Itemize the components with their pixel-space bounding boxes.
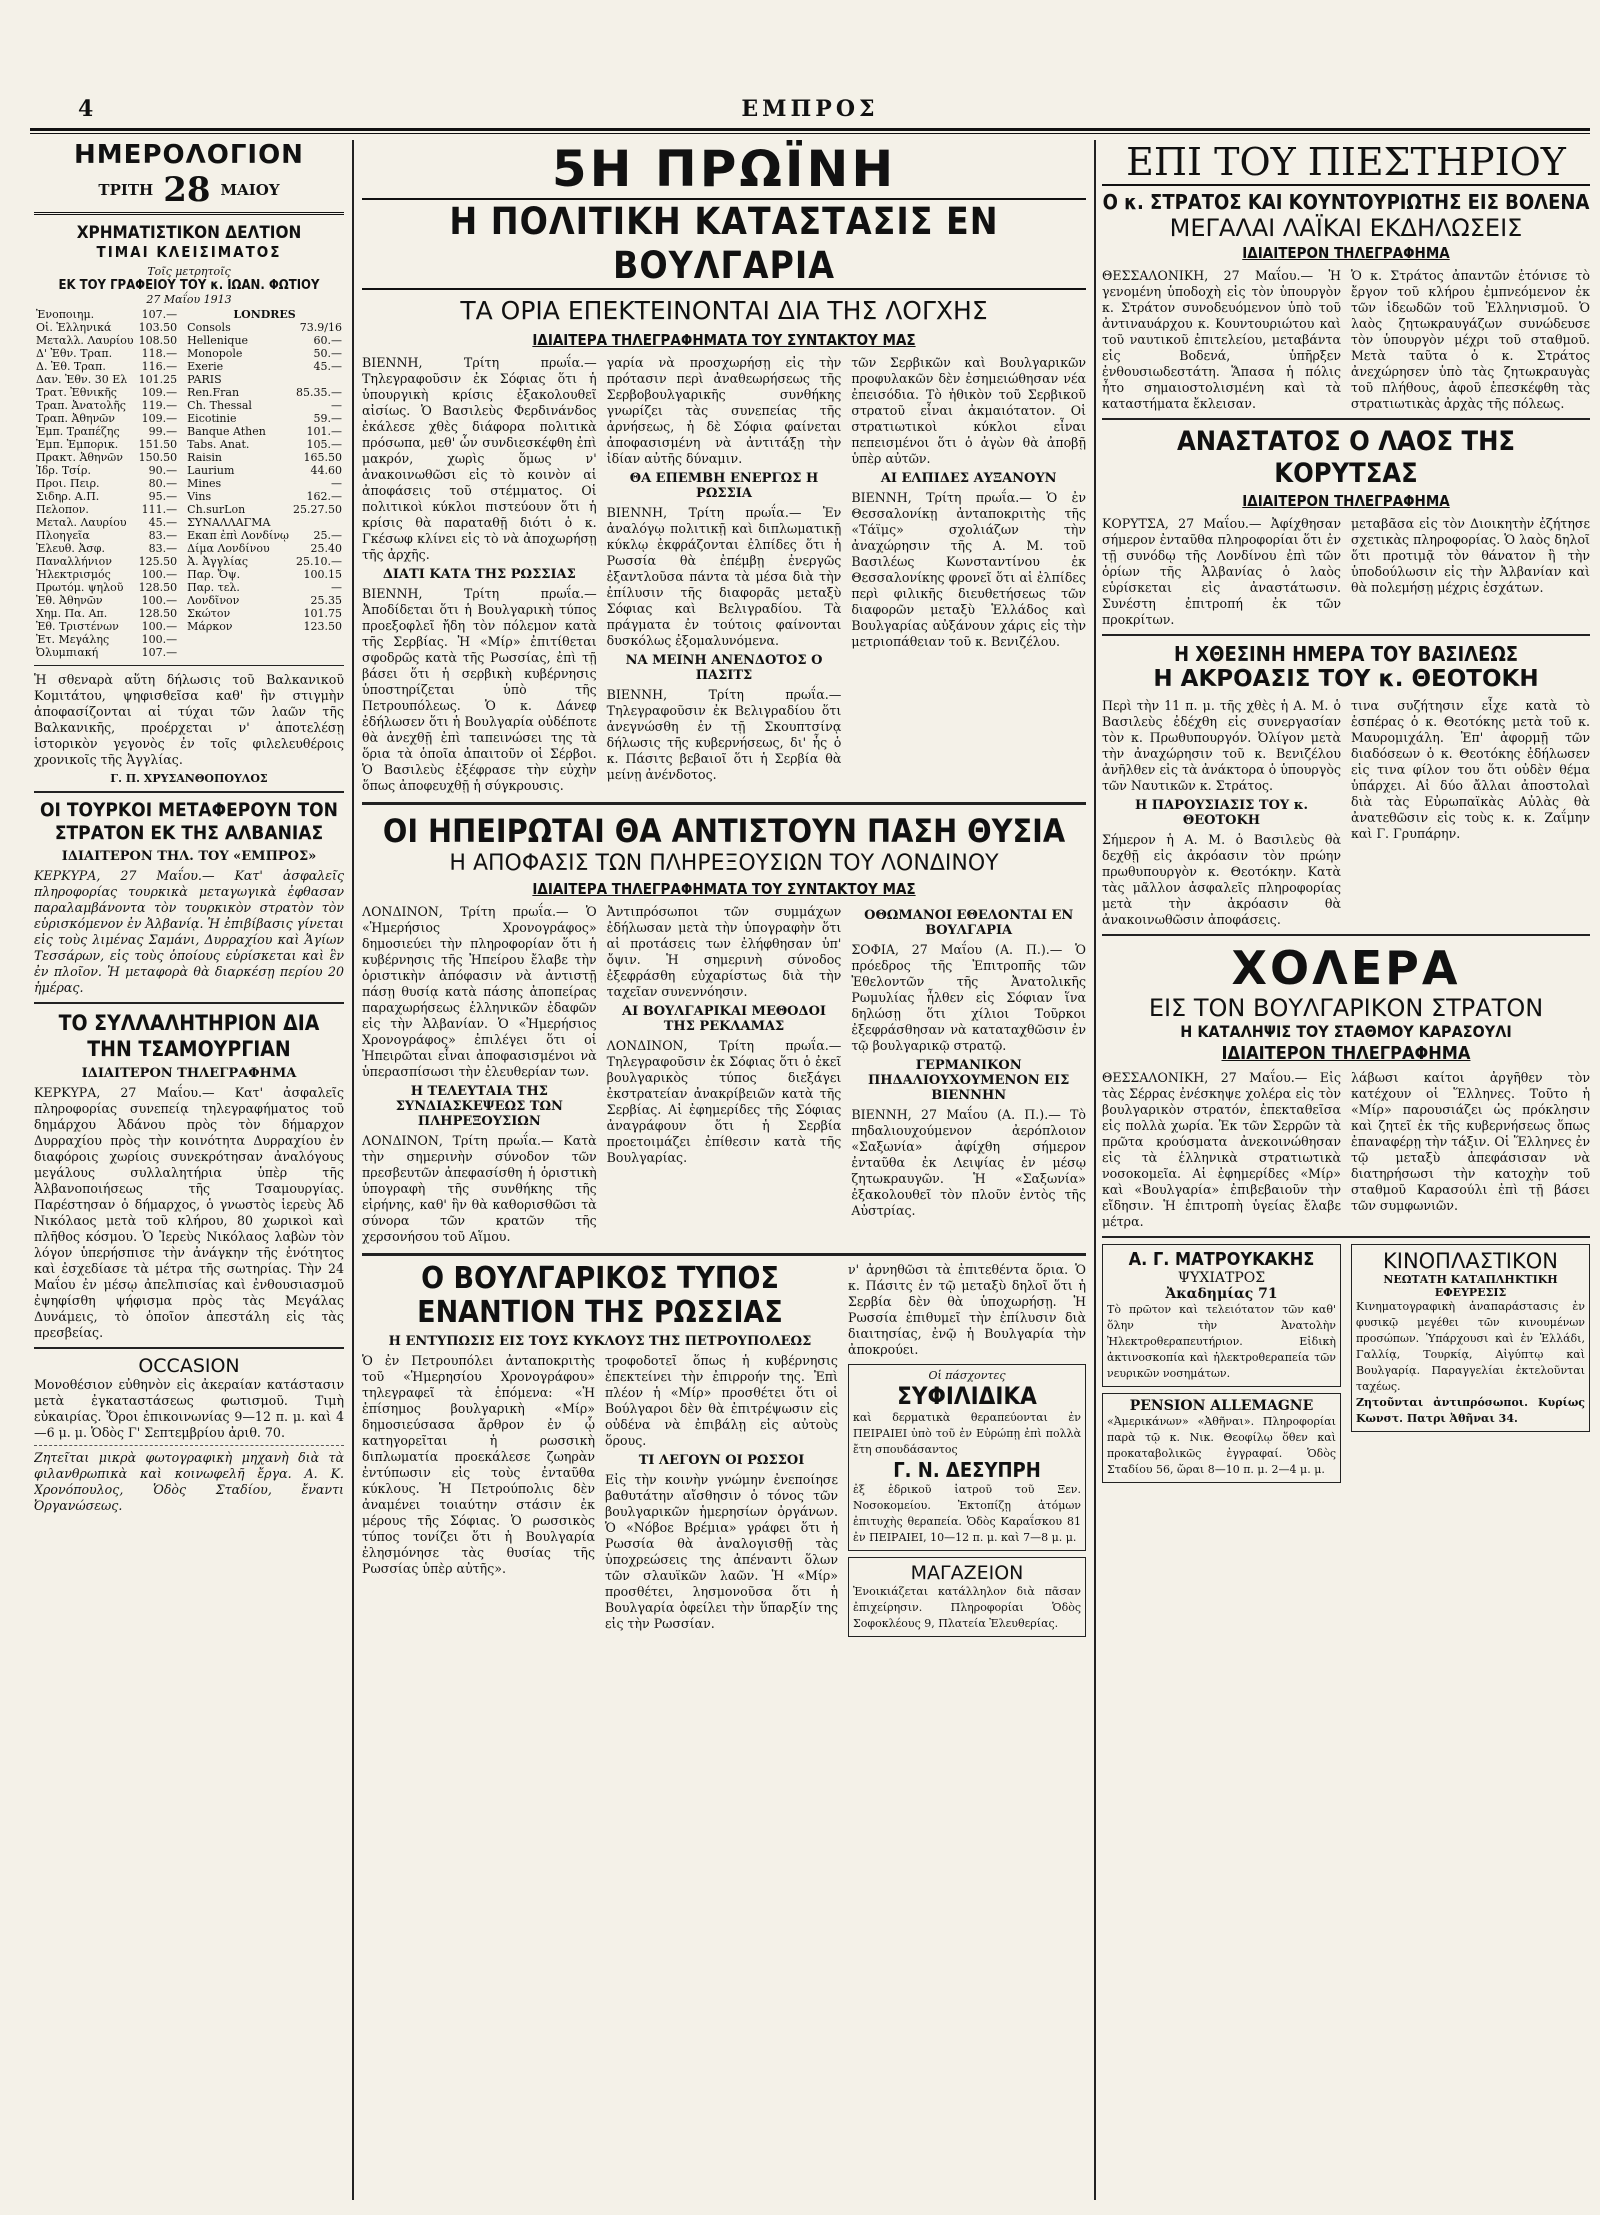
exchange-name: Ἐμπ. Τραπέζης (36, 425, 120, 438)
exchange-row (185, 620, 344, 633)
exchange-value: 103.50 (138, 321, 178, 334)
volena-col-2 (1351, 268, 1590, 412)
exchange-name: Πρωτόμ. ψηλοῦ (36, 581, 124, 594)
exchange-row (34, 633, 179, 646)
exchange-name: Εκαπ ἐπὶ Λονδίνῳ (187, 529, 290, 542)
exchange-value: 108.50 (138, 334, 178, 347)
exchange-row (185, 607, 344, 620)
conference-text: ΛΟΝΔΙΝΟΝ, Τρίτη πρωΐα.— Κατὰ τὴν σημερινὴν σύνοδον τῶν πρεσβευτῶν ἀπεφασίσθη ἡ ὁριστικὴ ὑπογραφὴ τῆς συνθήκης τῆς εἰρήνης, καθ' ἣν θὰ καθορισθῶσι τὰ σύνορα τῶν κρατῶν τῆς χερσονήσου τοῦ Αἵμου. (362, 1133, 597, 1244)
cholera-headline: ΧΟΛΕΡΑ (1231, 941, 1461, 995)
volena-col-1 (1102, 268, 1341, 412)
exchange-table-foreign (185, 321, 344, 633)
exchange-name: Σκώτον (187, 607, 231, 620)
exchange-name: Πρακτ. Ἀθηνῶν (36, 451, 123, 464)
volena-dispatch-label: ΙΔΙΑΙΤΕΡΟΝ ΤΗΛΕΓΡΑΦΗΜΑ (1242, 244, 1450, 262)
exchange-row (34, 451, 179, 464)
exchange-value: 100.— (141, 633, 178, 646)
bulgaria-col-1-text: ΒΙΕΝΝΗ, Τρίτη πρωΐα.— Τηλεγραφοῦσιν ἐκ Σόφιας ὅτι ἡ ὑπουργικὴ κρίσις ἐξακολουθεῖ αἰσίως. Ὁ Βασιλεὺς Φερδινάνδος ἐκάλεσε χθὲς διάφορα πολιτικὰ πρόσωπα, μεθ' ὧν συνδιεσκέφθη ἐπὶ μακρόν, χωρὶς ὅμως ν' ἀνακοινωθῶσι εἰς τὸ κοινὸν αἱ ἀποφάσεις τοῦ στέμματος. Οἱ πολιτικοὶ κύκλοι πιστεύουν ὅτι ἡ κρίσις θὰ παραταθῇ διότι ὁ κ. Γκέσωφ κλίνει εἰς τὸ νὰ ἀποχωρήσῃ τῆς ἀρχῆς. (362, 355, 597, 562)
exchange-value: 116.— (141, 360, 178, 373)
exchange-name: Ren.Fran (187, 386, 240, 399)
exchange-value: 83.— (148, 529, 178, 542)
calendar-title: ΗΜΕΡΟΛΟΓΙΟΝ (74, 140, 304, 170)
exchange-name: Vins (187, 490, 212, 503)
exchange-value (291, 373, 344, 386)
exchange-row (34, 607, 179, 620)
exchange-name: Μάρκον (187, 620, 233, 633)
tsamouria-headline: ΤΟ ΣΥΛΛΑΛΗΤΗΡΙΟΝ ΔΙΑ ΤΗΝ ΤΣΑΜΟΥΡΓΙΑΝ (58, 1011, 320, 1061)
exchange-name: Λονδῖνον (187, 594, 240, 607)
cinema-subtitle: ΝΕΩΤΑΤΗ ΚΑΤΑΠΛΗΚΤΙΚΗ ΕΦΕΥΡΕΣΙΣ (1383, 1273, 1558, 1299)
exchange-row (34, 386, 179, 399)
exchange-value: 95.— (148, 490, 178, 503)
column-divider (1094, 140, 1096, 2200)
exchange-name: Ἐνοποιημ. (36, 308, 95, 321)
exchange-row (185, 542, 344, 555)
newspaper-name: ΕΜΠΡΟΣ (741, 96, 879, 122)
note-text: Ἡ σθεναρὰ αὕτη δήλωσις τοῦ Βαλκανικοῦ Κομιτάτου, ψηφισθεῖσα καθ' ἣν στιγμὴν ἀποφασίζονται αἱ τύχαι τῶν λαῶν τῆς Βαλκανικῆς, προέρχεται ν' ἀποτελέσῃ ἱστορικὸν γεγονὸς ἐν τοῖς φιλελευθέροις χρονικοῖς τῆς Ἀγγλίας. (34, 672, 344, 767)
exchange-name: Ch.surLon (187, 503, 246, 516)
center-column (362, 140, 1086, 1637)
exchange-row (34, 399, 179, 412)
exchange-row (185, 412, 344, 425)
epirus-col-3 (851, 904, 1086, 1245)
king-col-2 (1351, 698, 1590, 928)
exchange-value: 128.50 (138, 581, 178, 594)
king-col-1-text: Περὶ τὴν 11 π. μ. τῆς χθὲς ἡ Α. Μ. ὁ Βασιλεὺς ἐδέχθη εἰς συνεργασίαν τὸν κ. Πρωθυπουργόν. Ὀλίγον μετὰ τὴν ἀναχώρησιν τοῦ κ. Βενιζέλου ἀνῆλθεν εἰς τὰ ἀνάκτορα ὁ ὑπουργὸς τῶν Ναυτικῶν κ. Στράτος. (1102, 698, 1341, 793)
exchange-value: 45.— (148, 516, 178, 529)
page-number: 4 (78, 96, 94, 122)
exchange-value (291, 516, 344, 529)
exchange-row (34, 529, 179, 542)
lower-center (362, 1262, 1086, 1637)
exchange-row (185, 451, 344, 464)
volena-headline: Ο κ. ΣΤΡΑΤΟΣ ΚΑΙ ΚΟΥΝΤΟΥΡΙΩΤΗΣ ΕΙΣ ΒΟΛΕΝΑ (1102, 190, 1590, 214)
exchange-value: 111.— (141, 503, 178, 516)
exchange-name: Raisin (187, 451, 223, 464)
theotokis-subhead: Η ΠΑΡΟΥΣΙΑΣΙΣ ΤΟΥ κ. ΘΕΟΤΟΚΗ (1135, 798, 1308, 828)
ottoman-subhead: ΟΘΩΜΑΝΟΙ ΕΘΕΛΟΝΤΑΙ ΕΝ ΒΟΥΛΓΑΡΙΑ (864, 908, 1074, 938)
exchange-row (34, 477, 179, 490)
king-columns (1102, 698, 1590, 928)
advertising-subhead: ΑΙ ΒΟΥΛΓΑΡΙΚΑΙ ΜΕΘΟΔΟΙ ΤΗΣ ΡΕΚΛΑΜΑΣ (622, 1004, 826, 1034)
exchange-value: — (331, 581, 342, 594)
bulgaria-col-3 (851, 355, 1086, 794)
exchange-value: 25.40 (310, 542, 342, 555)
exchange-value: 85.35.— (296, 386, 342, 399)
exchange-title: ΧΡΗΜΑΤΙΣΤΙΚΟΝ ΔΕΛΤΙΟΝ (76, 223, 302, 243)
exchange-name: Τραπ. Ἀνατολῆς (36, 399, 126, 412)
exchange-row (185, 360, 344, 373)
russia-intervene-text: ΒΙΕΝΝΗ, Τρίτη πρωΐα.— Ἐν ἀναλόγῳ πολιτικῇ καὶ διπλωματικῇ κύκλῳ ἐκφράζονται ἐλπίδες ὅτι ἡ Ρωσσία θὰ ἐπέμβῃ ἐνεργῶς ἐξαντλοῦσα πάντα τὰ μέσα διὰ τὴν ἐπίλυσιν τῆς διαφορᾶς μεταξὺ Σόφιας καὶ Βελιγραδίου. Τὰ πράγματα ἐν τούτοις φαίνονται δυσκόλως ἐξομαλυνόμενα. (606, 505, 842, 648)
press-col-2 (605, 1353, 838, 1632)
turks-subtitle: ΙΔΙΑΙΤΕΡΟΝ ΤΗΛ. ΤΟΥ «ΕΜΠΡΟΣ» (61, 849, 317, 864)
exchange-name: Μεταλλ. Λαυρίου (36, 334, 134, 347)
cholera-columns (1102, 1070, 1590, 1230)
wanted-text: Ζητεῖται μικρὰ φωτογραφικὴ μηχανὴ διὰ τὰ φιλανθρωπικὰ καὶ κοινωφελῆ ἔργα. Α. Κ. Χρονόπουλος, Ὁδὸς Σταδίου, ἔναντι Ὀργανώσεως. (34, 1450, 344, 1513)
exchange-name: Δ. Ἐθ. Τραπ. (36, 360, 106, 373)
epirus-dispatch-label: ΙΔΙΑΙΤΕΡΑ ΤΗΛΕΓΡΑΦΗΜΑΤΑ ΤΟΥ ΣΥΝΤΑΚΤΟΥ ΜΑΣ (532, 880, 916, 898)
exchange-value: 101.25 (138, 373, 178, 386)
exchange-value: 151.50 (138, 438, 178, 451)
syphilis-ad-doctor: Γ. Ν. ΔΕΣΥΠΡΗ (893, 1458, 1041, 1482)
exchange-name: Ἰδρ. Τσίρ. (36, 464, 91, 477)
right-ads-col-1 (1102, 1244, 1341, 1483)
exchange-tables (34, 308, 344, 659)
calendar-month: ΜΑΙΟΥ (220, 181, 280, 199)
airship-text: ΒΙΕΝΝΗ, 27 Μαΐου (Α. Π.).— Τὸ πηδαλιουχούμενον ἀερόπλοιον «Σαξωνία» ἀφίχθη σήμερον ἐνταῦθα ἐκ Λειψίας ἐν μέσῳ ζητωκραυγῶν. Ἡ «Σαξωνία» ἐξακολουθεῖ τὸν πλοῦν ἐντὸς τῆς Αὐστρίας. (851, 1107, 1086, 1218)
exchange-name: Ἐθ. Ἀθηνῶν (36, 594, 103, 607)
occasion-title: OCCASION (138, 1355, 240, 1377)
exchange-row (185, 490, 344, 503)
exchange-value: 60.— (313, 334, 342, 347)
psychiatrist-name: Α. Γ. ΜΑΤΡΟΥΚΑΚΗΣ (1128, 1249, 1315, 1270)
exchange-value: 100.— (141, 620, 178, 633)
exchange-row (34, 464, 179, 477)
exchange-row (185, 386, 344, 399)
exchange-row (34, 373, 179, 386)
exchange-value: — (331, 399, 342, 412)
exchange-value: 125.50 (138, 555, 178, 568)
exchange-value: 59.— (313, 412, 342, 425)
exchange-row (34, 438, 179, 451)
cholera-col-1-text: ΘΕΣΣΑΛΟΝΙΚΗ, 27 Μαΐου.— Εἰς τὰς Σέρρας ἐνέσκηψε χολέρα εἰς τὸν βουλγαρικὸν στρατόν, ἐπεκταθεῖσα εἰς πολλὰ χωρία. Ἐκ τῶν Σερρῶν τὰ πρῶτα κρούσματα ἀνεκοινώθησαν εἰς τὰ ἑλληνικὰ στρατιωτικὰ νοσοκομεῖα. Αἱ ἐφημερίδες «Μίρ» καὶ «Βουλγαρία» ἐπιβεβαιοῦν τὴν εἴδησιν. Ἡ ἐπιτροπὴ ὑγείας ἔλαβε μέτρα. (1102, 1070, 1341, 1229)
exchange-value: 100.— (141, 568, 178, 581)
press-col-2-text: τροφοδοτεῖ ὅπως ἡ κυβέρνησις ἐπεκτείνει τὴν ἐπιρροήν της. Ἐπὶ πλέον ἡ «Μίρ» προσθέτει ὅτι οἱ Βούλγαροι δὲν θὰ ἐπιτρέψωσιν εἰς οὐδένα νὰ ἐπιβάλῃ εἰς αὐτοὺς ὅρους. (605, 1353, 838, 1448)
exchange-row (34, 412, 179, 425)
calendar-day: 28 (163, 170, 211, 210)
press-title: ΕΠΙ ΤΟΥ ΠΙΕΣΤΗΡΙΟΥ (1102, 140, 1590, 186)
epirus-col-2 (607, 904, 842, 1245)
exchange-value: 50.— (313, 347, 342, 360)
syphilis-ad-text: καὶ δερματικὰ θεραπεύονται ἐν ΠΕΙΡΑΙΕΙ ὑπὸ τοῦ ἐν Εὐρώπῃ ἐπὶ πολλὰ ἔτη σπουδάσαντος (853, 1411, 1081, 1456)
turks-headline: ΟΙ ΤΟΥΡΚΟΙ ΜΕΤΑΦΕΡΟΥΝ ΤΟΝ ΣΤΡΑΤΟΝ ΕΚ ΤΗΣ ΑΛΒΑΝΙΑΣ (40, 799, 338, 844)
exchange-value: 83.— (148, 542, 178, 555)
exchange-value: 105.— (306, 438, 342, 451)
cinema-title: ΚΙΝΟΠΛΑΣΤΙΚΟΝ (1382, 1249, 1559, 1273)
press-col-3-text: ν' ἀρνηθῶσι τὰ ἐπιτεθέντα ὅρια. Ὁ κ. Πάσιτς ἐν τῷ μεταξὺ δηλοῖ ὅτι ἡ Σερβία δὲν θὰ ὑποχωρήσῃ. Ἡ Ρωσσία ἐπιθυμεῖ τὴν ἐπίλυσιν διὰ διαιτησίας, ἐνῷ ἡ Βουλγαρία τὴν ἀποκρούει. (848, 1262, 1086, 1357)
exchange-row (34, 620, 179, 633)
exchange-row (185, 516, 344, 529)
exchange-name: Δίμα Λονδίνου (187, 542, 270, 555)
exchange-row (34, 334, 179, 347)
main-subheadline: ΤΑ ΟΡΙΑ ΕΠΕΚΤΕΙΝΟΝΤΑΙ ΔΙΑ ΤΗΣ ΛΟΓΧΗΣ (460, 296, 988, 325)
exchange-date: 27 Μαΐου 1913 (146, 293, 232, 306)
russians-text: Εἰς τὴν κοινὴν γνώμην ἐνεποίησε βαθυτάτην αἴσθησιν ὁ τόνος τῶν βουλγαρικῶν ἡμερησίων ὀργάνων. Ὁ «Νόβοε Βρέμια» γράφει ὅτι ἡ Ρωσσία θὰ ἀναλογισθῇ τὰς ὑποχρεώσεις της ἀπέναντι ὅλων τῶν σλαυϊκῶν λαῶν. Ἡ «Μίρ» προσθέτει, λησμονοῦσα ὅτι ἡ Βουλγαρία ὀφείλει τὴν ὕπαρξίν της εἰς τὴν Ρωσσίαν. (605, 1472, 838, 1631)
exchange-name: Hellenique (187, 334, 249, 347)
advertising-text: ΛΟΝΔΙΝΟΝ, Τρίτη πρωΐα.— Τηλεγραφοῦσιν ἐκ Σόφιας ὅτι ὁ ἐκεῖ βουλγαρικὸς τύπος διεξάγει ἐκστρατείαν ἀνακρίβειῶν κατὰ τῆς Σερβίας. Αἱ ἐφημερίδες τῆς Σόφιας ἀναγράφουν ὅτι ἡ Σερβία προετοιμάζει ἐπίθεσιν κατὰ τῆς Βουλγαρίας. (606, 1038, 842, 1165)
exchange-name: Ὀλυμπιακή (36, 646, 99, 659)
exchange-name: Mines (187, 477, 222, 490)
edition-title: 5Η ΠΡΩΪΝΗ (551, 140, 897, 198)
exchange-name: Ἀ. Ἀγγλίας (187, 555, 249, 568)
exchange-value: 45.— (313, 360, 342, 373)
koritsa-col-2 (1351, 516, 1590, 628)
exchange-row (34, 360, 179, 373)
exchange-subtitle: ΤΙΜΑΙ ΚΛΕΙΣΙΜΑΤΟΣ (96, 243, 282, 261)
exchange-name: Consols (187, 321, 231, 334)
hopes-subhead: ΑΙ ΕΛΠΙΔΕΣ ΑΥΞΑΝΟΥΝ (880, 471, 1057, 486)
exchange-row (34, 646, 179, 659)
epirus-headline: ΟΙ ΗΠΕΙΡΩΤΑΙ ΘΑ ΑΝΤΙΣΤΟΥΝ ΠΑΣΗ ΘΥΣΙΑ (382, 812, 1066, 850)
cholera-sub-2: Η ΚΑΤΑΛΗΨΙΣ ΤΟΥ ΣΤΑΘΜΟΥ ΚΑΡΑΣΟΥΛΙ (1180, 1022, 1512, 1041)
king-col-2-text: τινα συζήτησιν εἶχε κατὰ τὸ ἑσπέρας ὁ κ. Θεοτόκης μετὰ τοῦ κ. Μαυρομιχάλη. Ἐπ' ἀφορμῇ τῶν διαδόσεων ὁ κ. Θεοτόκης ἐδήλωσεν εἰς τινα φίλον του ὅτι οὐδὲν θέμα ὑπάρχει. Αἱ δύο ἄλλαι ἀποστολαὶ διὰ τὰς Εὐρωπαϊκὰς Αὐλὰς θὰ ἀνατεθῶσιν εἰς τοὺς κ. κ. Ζαΐμην καὶ Γ. Γρυπάρην. (1351, 698, 1590, 841)
exchange-value: 100.15 (303, 568, 342, 581)
exchange-table-athens (34, 308, 179, 659)
exchange-value: 25.27.50 (293, 503, 342, 516)
cinema-ad (1351, 1244, 1590, 1432)
king-headline: Η ΧΘΕΣΙΝΗ ΗΜΕΡΑ ΤΟΥ ΒΑΣΙΛΕΩΣ (1173, 642, 1519, 666)
bulgaria-col-3-text: τῶν Σερβικῶν καὶ Βουλγαρικῶν προφυλακῶν δὲν ἐσημειώθησαν νέα ἐπεισόδια. Τὸ ἠθικὸν τοῦ Σερβικοῦ στρατοῦ εἶναι ἀκμαιότατον. Οἱ στρατιωτικοὶ κύκλοι εἶναι πεπεισμένοι ὅτι ὁ ἀγὼν θὰ ἀποβῇ ὑπὲρ αὐτῶν. (851, 355, 1086, 466)
exchange-row (34, 581, 179, 594)
exchange-row (185, 399, 344, 412)
syphilis-ad-address: ἐξ ἑδρικοῦ ἰατροῦ τοῦ Ξεν. Νοσοκομείου. Ἐκτοπίζῃ ἀτόμων ἐπιτυχὴς θεραπεία. Ὁδὸς Καραΐσκου 81 ἐν ΠΕΙΡΑΙΕΙ, 10—12 π. μ. καὶ 7—8 μ. μ. (853, 1483, 1081, 1544)
exchange-name: Τραπ. Ἀθηνῶν (36, 412, 115, 425)
exchange-name: Οἰ. Ἑλληνικά (36, 321, 112, 334)
tsamouria-subtitle: ΙΔΙΑΙΤΕΡΟΝ ΤΗΛΕΓΡΑΦΗΜΑ (81, 1066, 297, 1081)
exchange-value: 101.75 (303, 607, 342, 620)
note-signature: Γ. Π. ΧΡΥΣΑΝΘΟΠΟΥΛΟΣ (110, 772, 268, 785)
exchange-name: Παρ. τελ. (187, 581, 240, 594)
right-ads (1102, 1244, 1590, 1483)
exchange-value: 80.— (148, 477, 178, 490)
exchange-name: ΣΥΝΑΛΛΑΓΜΑ (187, 516, 271, 529)
cinema-text: Κινηματογραφικὴ ἀναπαράστασις ἐν φυσικῷ μεγέθει τῶν κινουμένων προσώπων. Ὑπάρχουσι καὶ ἐν Ἑλλάδι, Γαλλίᾳ, Τουρκίᾳ, Αἰγύπτῳ καὶ Βουλγαρίᾳ. Παραγγελίαι ἐκτελοῦνται ταχέως. (1356, 1300, 1585, 1393)
exchange-row (185, 334, 344, 347)
exchange-value: 109.— (141, 412, 178, 425)
exchange-row (34, 542, 179, 555)
exchange-row (34, 308, 179, 321)
exchange-row (185, 581, 344, 594)
exchange-row (34, 490, 179, 503)
russians-subhead: ΤΙ ΛΕΓΟΥΝ ΟΙ ΡΩΣΣΟΙ (638, 1453, 805, 1468)
exchange-name: Παναλλήνιον (36, 555, 112, 568)
volena-col-1-text: ΘΕΣΣΑΛΟΝΙΚΗ, 27 Μαΐου.— Ἡ γενομένη ὑποδοχὴ εἰς τὸν ὑπουργὸν κ. Στράτον συνοδευόμενον ὑπὸ τοῦ ἀντιναυάρχου κ. Κουντουριώτου καὶ τοῦ ναυτικοῦ ἐπιτελείου, μεταβάντα εἰς Βοδενά, ὑπῆρξεν ἐνθουσιωδεστάτη. Ἅπασα ἡ πόλις ἦτο σημαιοστολισμένη καὶ τὰ καταστήματα ἔκλεισαν. (1102, 268, 1341, 411)
pasic-subhead: ΝΑ ΜΕΙΝΗ ΑΝΕΝΔΟΤΟΣ Ο ΠΑΣΙΤΣ (625, 653, 823, 683)
exchange-value: 162.— (306, 490, 342, 503)
koritsa-columns (1102, 516, 1590, 628)
exchange-name: Banque Athen (187, 425, 266, 438)
theotokis-text: Σήμερον ἡ Α. Μ. ὁ Βασιλεὺς θὰ δεχθῇ εἰς ἀκρόασιν τὸν πρώην πρωθυπουργὸν κ. Θεοτόκην. Κατὰ τὰς μᾶλλον ἀσφαλεῖς πληροφορίας μετὰ τὴν ἀκρόασιν θὰ ἀνακοινωθῶσιν ἀποφάσεις. (1102, 832, 1341, 927)
masthead-rule-thin (30, 133, 1590, 134)
exchange-value: 109.— (141, 386, 178, 399)
ottoman-text: ΣΟΦΙΑ, 27 Μαΐου (Α. Π.).— Ὁ πρόεδρος τῆς Ἐπιτροπῆς τῶν Ἐθελοντῶν τῆς Ἀνατολικῆς Ρωμυλίας ἦλθεν εἰς Σόφιαν ἵνα δηλώσῃ ὅτι χίλιοι Τοῦρκοι ἐξεφράσθησαν νὰ καταταχθῶσιν ἐν τῷ βουλγαρικῷ στρατῷ. (851, 942, 1086, 1053)
epirus-articles (362, 904, 1086, 1245)
exchange-row (185, 568, 344, 581)
cholera-col-1 (1102, 1070, 1341, 1230)
tsamouria-text: ΚΕΡΚΥΡΑ, 27 Μαΐου.— Κατ' ἀσφαλεῖς πληροφορίας συνεπείᾳ τηλεγραφήματος τοῦ δημάρχου Ἀδάνου πρὸς τὸν δήμαρχον Δυρραχίου πρὸς τὴν κοινότητα Δυρραχίου ἐν διαφόροις χωρίοις συνεκρότησαν ἀναλόγους μεγάλους συλλαλητήρια ὑπὲρ τῆς Ἀλβανοποιήσεως τῆς Τσαμουργίας. Παρέστησαν ὁ δήμαρχος, ὁ γνωστὸς ἱερεὺς Ἀδ Νικόλαος μετὰ τοῦ κλήρου, 80 χωρικοὶ καὶ πλῆθος κόσμου. Ὁ Ἰερεὺς Νικόλαος λαβὼν τὸν λόγον ὑπερήσπισε τὴν ἀνάγκην τῆς ἑνότητος καὶ ἐσχεδίασε τὰ μέτρα τῆς σωτηρίας. Τὴν 24 Μαΐου ἐν μέσῳ ἀπελπισίας καὶ ἐνθουσιασμοῦ ἐψηφίσθη ψήφισμα πρὸς τὰς Μεγάλας Δυνάμεις, τὸ ὁποῖον ἀπεστάλη εἰς τὰς πρεσβείας. (34, 1085, 344, 1340)
exchange-value: 25.— (313, 529, 342, 542)
cholera-col-2-text: λάβωσι καίτοι ἀργῆθεν τὸν κατέχουν οἱ Ἕλληνες. Τοῦτο ἡ «Μίρ» παρουσιάζει ὡς πρόκλησιν καὶ ζητεῖ ἐκ τῆς κυβερνήσεως ὅπως ἐπαναφέρῃ τὴν τάξιν. Οἱ Ἕλληνες ἐν τῷ μεταξὺ ἀπεφάσισαν νὰ διατηρήσωσι τὴν κατοχὴν τοῦ σταθμοῦ Καρασούλι ἐπὶ τῇ βάσει τῶν συμφωνιῶν. (1351, 1070, 1590, 1213)
exchange-row (34, 516, 179, 529)
syphilis-ad-pre: Οἱ πάσχοντες (928, 1369, 1006, 1382)
exchange-value: 123.50 (303, 620, 342, 633)
exchange-name: Ἠλεκτρισμός (36, 568, 111, 581)
theotokis-subheadline: Η ΑΚΡΟΑΣΙΣ ΤΟΥ κ. ΘΕΟΤΟΚΗ (1153, 666, 1539, 692)
exchange-value: 107.— (141, 308, 178, 321)
exchange-name: Eicotinie (187, 412, 237, 425)
hopes-text: ΒΙΕΝΝΗ, Τρίτη πρωΐα.— Ὁ ἐν Θεσσαλονίκῃ ἀνταποκριτὴς τῆς «Τάϊμς» σχολιάζων τὴν ἀναχώρησιν τῆς Α. Μ. τοῦ Βασιλέως Κωνσταντίνου ἐκ Θεσσαλονίκης φρονεῖ ὅτι αἱ ἐλπίδες περὶ φιλικῆς διευθετήσεως τῶν διαφορῶν μεταξὺ Ἑλλάδος καὶ Βουλγαρίας αὐξάνουν χάρις εἰς τὴν μετριοπάθειαν τοῦ κ. Βενιζέλου. (851, 490, 1086, 649)
exchange-value: 90.— (148, 464, 178, 477)
exchange-value: 107.— (141, 646, 178, 659)
right-column (1102, 140, 1590, 1483)
press-subheadline: Η ΕΝΤΥΠΩΣΙΣ ΕΙΣ ΤΟΥΣ ΚΥΚΛΟΥΣ ΤΗΣ ΠΕΤΡΟΥΠΟΛΕΩΣ (388, 1334, 812, 1349)
exchange-name: Δαν. Ἐθν. 30 Ελ (36, 373, 128, 386)
exchange-name: Monopole (187, 347, 243, 360)
calendar-date (34, 170, 344, 215)
exchange-row (185, 477, 344, 490)
exchange-office: ΕΚ ΤΟΥ ΓΡΑΦΕΙΟΥ ΤΟΥ κ. ΙΩΑΝ. ΦΩΤΙΟΥ (58, 278, 320, 293)
exchange-name: Πελοπον. (36, 503, 89, 516)
russia-subhead: ΔΙΑΤΙ ΚΑΤΑ ΤΗΣ ΡΩΣΣΙΑΣ (382, 567, 576, 582)
epirus-col-2-text: Ἀντιπρόσωποι τῶν συμμάχων ἐδήλωσαν μετὰ τὴν ὑπογραφὴν ὅτι αἱ προτάσεις των ἐλήφθησαν ὑπ' ὄψιν. Ἡ σημερινὴ σύνοδος ἐξεφράσθη εὐχαρίστως διὰ τὴν ταχεῖαν συνεννόησιν. (606, 904, 842, 999)
exchange-value: 44.60 (310, 464, 342, 477)
exchange-name: PARIS (187, 373, 222, 386)
masthead (30, 92, 1590, 130)
masthead-rule (30, 128, 1590, 131)
exchange-name: Παρ. Ὄψ. (187, 568, 241, 581)
exchange-value: 119.— (141, 399, 178, 412)
exchange-row (185, 529, 344, 542)
left-column (34, 140, 344, 1514)
bulgaria-col-2-text: γαρία νὰ προσχωρήσῃ εἰς τὴν πρότασιν περὶ ἀναθεωρήσεως τῆς Σερβοβουλγαρικῆς συνθήκης γνωρίζει τὰς συνεπείας τῆς ἀρνήσεως, ἡ δὲ Σόφια φαίνεται ἀποφασισμένη νὰ ἀντιτάξῃ τὴν ἰδίαν αὐτῆς δύναμιν. (606, 355, 842, 466)
press-headline-1: Ο ΒΟΥΛΓΑΡΙΚΟΣ ΤΥΠΟΣ (421, 1261, 779, 1296)
press-col-1 (362, 1353, 595, 1632)
exchange-name: Δ' Ἐθν. Τραπ. (36, 347, 113, 360)
exchange-name: Ἐτ. Μεγάλης (36, 633, 110, 646)
exchange-row (34, 321, 179, 334)
exchange-value: 100.— (141, 594, 178, 607)
exchange-row (185, 373, 344, 386)
russia-text: ΒΙΕΝΝΗ, Τρίτη πρωΐα.— Ἀποδίδεται ὅτι ἡ Βουλγαρικὴ τύπος προεξοφλεῖ ἤδη τὸν πόλεμον κατὰ τῆς Σερβίας. Ἡ «Μίρ» ἐπιτίθεται σφοδρῶς κατὰ τῆς Ρωσσίας, ἐπὶ τῇ βάσει ὅτι ἡ σερβικὴ κυβέρνησις ὑποστηρίζεται ὑπὸ τῆς Πετρουπόλεως. Ὁ κ. Δάνεφ ἐδήλωσεν ὅτι ἡ Βουλγαρία οὐδέποτε θὰ ἀνεχθῇ ἐπὶ ταπεινώσει της τὰ ὅρια τὰ ὁποῖα ἀπαιτοῦν οἱ Σέρβοι. Ὁ Βασιλεὺς ἐξέφρασε τὴν εὐχὴν ὅπως ἀποφευχθῇ ἡ σύγκρουσις. (362, 586, 597, 793)
pension-text: «Ἀμερικάνων» «Ἀθῆναι». Πληροφορίαι παρὰ τῷ κ. Νικ. Θεοφίλῳ ὅθεν καὶ προκαταβολικῶς ἐγγραφαί. Ὁδὸς Σταδίου 56, ὥραι 8—10 π. μ. 2—4 μ. μ. (1107, 1415, 1336, 1476)
main-dispatch-label: ΙΔΙΑΙΤΕΡΑ ΤΗΛΕΓΡΑΦΗΜΑΤΑ ΤΟΥ ΣΥΝΤΑΚΤΟΥ ΜΑΣ (532, 331, 916, 349)
calendar-block (34, 140, 344, 306)
psychiatrist-address: Ἀκαδημίας 71 (1165, 1286, 1278, 1302)
exchange-row (34, 425, 179, 438)
occasion-text: Μονοθέσιον εὐθηνὸν εἰς ἀκεραίαν κατάστασιν μετὰ ἐγκαταστάσεως φωτισμοῦ. Τιμὴ εὐκαιρίας. Ὅροι ἐπικοινωνίας 9—12 π. μ. καὶ 4—6 μ. μ. Ὁδὸς Γ' Σεπτεμβρίου ἀριθ. 70. (34, 1377, 344, 1440)
exchange-name: Σιδηρ. Α.Π. (36, 490, 100, 503)
shop-ad-title: ΜΑΓΑΖΕΙΟΝ (910, 1562, 1024, 1584)
bulgaria-col-2 (607, 355, 842, 794)
exchange-row (185, 438, 344, 451)
right-ads-col-2 (1351, 1244, 1590, 1483)
press-col-1-text: Ὁ ἐν Πετρουπόλει ἀνταποκριτὴς τοῦ «Ἡμερησίου Χρονογράφου» τηλεγραφεῖ τὰ ἑπόμενα: «Ἡ ἐπίσημος βουλγαρικὴ «Μίρ» δημοσιεύσασα ἄρθρον ἐν ᾧ κατηγορεῖται ἡ ρωσσικὴ διπλωματία προεκάλεσε ζωηρὰν ἐντύπωσιν εἰς τοὺς ἐνταῦθα κύκλους. Ἡ Πετρούπολις δὲν ἀναμένει τοιαύτην στάσιν ἐκ μέρους τῆς Σόφιας. Ὁ ρωσσικὸς τύπος τονίζει ὅτι ἡ Βουλγαρία ἐλησμόνησε τὰς θυσίας τῆς Ρωσσίας ὑπὲρ αὐτῆς». (362, 1353, 595, 1576)
exchange-name: Προι. Πειρ. (36, 477, 100, 490)
psychiatrist-text: Τὸ πρῶτον καὶ τελειότατον τῶν καθ' ὅλην τὴν Ἀνατολὴν Ἠλεκτροθεραπευτήριον. Εἰδικὴ ἀκτινοσκοπία καὶ ἠλεκτροθεραπεία τῶν νευρικῶν νοσημάτων. (1107, 1303, 1336, 1380)
exchange-value: 99.— (148, 425, 178, 438)
exchange-table-foreign-wrap (185, 308, 344, 659)
column-divider (352, 140, 354, 2200)
exchange-value: 25.35 (310, 594, 342, 607)
exchange-row (185, 321, 344, 334)
exchange-name: Tabs. Anat. (187, 438, 250, 451)
press-columns (362, 1353, 838, 1632)
exchange-value: 101.— (306, 425, 342, 438)
press-article (362, 1262, 838, 1637)
koritsa-col-1 (1102, 516, 1341, 628)
exchange-name: Ἐλευθ. Ἀσφ. (36, 542, 106, 555)
exchange-value: 165.50 (303, 451, 342, 464)
exchange-row (185, 594, 344, 607)
turks-text: ΚΕΡΚΥΡΑ, 27 Μαΐου.— Κατ' ἀσφαλεῖς πληροφορίας τουρκικὰ μεταγωγικὰ ἐφθασαν παραλαμβάνοντα τὸν τουρκικὸν στρατὸν τὸν εὑρισκόμενον ἐν Ἀλβανίᾳ. Ἡ ἐπιβίβασις γίνεται εἰς τοὺς λιμένας Σαμάνι, Δυρραχίου καὶ Ἁγίων Τεσσάρων, εἰς τοὺς ὁποίους εὑρίσκεται καὶ ἓν ἐν πλοῖον. Ἡ μεταφορὰ θὰ διαρκέσῃ περίου 20 ἡμέρας. (34, 868, 344, 995)
exchange-row (185, 555, 344, 568)
exchange-name: Laurium (187, 464, 235, 477)
exchange-name: Exerie (187, 360, 224, 373)
exchange-name: Μεταλ. Λαυρίου (36, 516, 127, 529)
conference-subhead: Η ΤΕΛΕΥΤΑΙΑ ΤΗΣ ΣΥΝΔΙΑΣΚΕΨΕΩΣ ΤΩΝ ΠΛΗΡΕΞΟΥΣΙΩΝ (395, 1084, 563, 1129)
exchange-value: 73.9/16 (299, 321, 342, 334)
koritsa-col-1-text: ΚΟΡΥΤΣΑ, 27 Μαΐου.— Ἀφίχθησαν σήμερον ἐνταῦθα πληροφορίαι ὅτι ἐν τῇ συνόδῳ τῆς Λονδίνου ἐπὶ τῶν ὁρίων τῆς Ἀλβανίας ὁ λαὸς εὑρίσκεται εἰς ἀναστάτωσιν. Συνέστη ἐπιτροπή ἐκ τῶν προκρίτων. (1102, 516, 1341, 627)
king-col-1 (1102, 698, 1341, 928)
exchange-row (34, 347, 179, 360)
syphilis-ad (848, 1364, 1086, 1551)
exchange-row (34, 568, 179, 581)
press-headline-2: ΕΝΑΝΤΙΟΝ ΤΗΣ ΡΩΣΣΙΑΣ (417, 1295, 783, 1330)
cholera-sub-1: ΕΙΣ ΤΟΝ ΒΟΥΛΓΑΡΙΚΟΝ ΣΤΡΑΤΟΝ (1148, 994, 1544, 1022)
epirus-col-1 (362, 904, 597, 1245)
exchange-name: Ἐμπ. Ἐμπορικ. (36, 438, 119, 451)
bulgaria-col-1 (362, 355, 597, 794)
exchange-name: Ἐθ. Τριστένων (36, 620, 119, 633)
cholera-dispatch-label: ΙΔΙΑΙΤΕΡΟΝ ΤΗΛΕΓΡΑΦΗΜΑ (1221, 1043, 1471, 1064)
exchange-row (185, 464, 344, 477)
bulgaria-articles (362, 355, 1086, 794)
exchange-row (185, 347, 344, 360)
pension-ad (1102, 1393, 1341, 1483)
exchange-name: Τρατ. Ἐθνικῆς (36, 386, 117, 399)
exchange-row (34, 555, 179, 568)
exchange-value: 128.50 (138, 607, 178, 620)
market-header: LONDRES (233, 308, 296, 321)
volena-col-2-text: Ὁ κ. Στράτος ἀπαντῶν ἐτόνισε τὸ ἔργον τοῦ κλήρου ἐμπνεόμενον ἐκ τῶν ἰδεωδῶν τοῦ Ἑλληνισμοῦ. Ὁ λαὸς ζητωκραυγάζων συνώδευσε τὸν ὑπουργὸν μέχρι τοῦ σταθμοῦ. Μετὰ ταῦτα ὁ κ. Στράτος ἀνεχώρησεν ὑπὸ τὰς ζητωκραυγὰς τοῦ πλήθους, ἀφοῦ ἐπεσκέφθη τὰς στρατιωτικὰς ἀρχὰς τῆς πόλεως. (1351, 268, 1590, 411)
syphilis-ad-title: ΣΥΦΙΛΙΔΙΚΑ (897, 1382, 1037, 1410)
exchange-row (185, 425, 344, 438)
cinema-contact: Ζητοῦνται ἀντιπρόσωποι. Κυρίως Κωνστ. Πατρι Ἀθῆναι 34. (1356, 1396, 1585, 1425)
psychiatrist-role: ΨΥΧΙΑΤΡΟΣ (1177, 1270, 1266, 1286)
epirus-subheadline: Η ΑΠΟΦΑΣΙΣ ΤΩΝ ΠΛΗΡΕΞΟΥΣΙΩΝ ΤΟΥ ΛΟΝΔΙΝΟΥ (449, 851, 999, 876)
exchange-name: Χημ. Πα. Απ. (36, 607, 108, 620)
volena-columns (1102, 268, 1590, 412)
main-headline: Η ΠΟΛΙΤΙΚΗ ΚΑΤΑΣΤΑΣΙΣ ΕΝ ΒΟΥΛΓΑΡΙΑ (362, 198, 1086, 290)
shop-ad-text: Ἐνοικιάζεται κατάλληλον διὰ πᾶσαν ἐπιχείρησιν. Πληροφορίαι Ὁδὸς Σοφοκλέους 9, Πλατεία Ἐλευθερίας. (853, 1585, 1081, 1630)
airship-subhead: ΓΕΡΜΑΝΙΚΟΝ ΠΗΔΑΛΙΟΥΧΟΥΜΕΝΟΝ ΕΙΣ ΒΙΕΝΝΗΝ (868, 1058, 1070, 1103)
shop-ad (848, 1557, 1086, 1637)
exchange-value: — (331, 477, 342, 490)
exchange-value: 118.— (141, 347, 178, 360)
pension-title: PENSION ALLEMAGNE (1129, 1398, 1314, 1414)
exchange-value: 25.10.— (296, 555, 342, 568)
cholera-col-2 (1351, 1070, 1590, 1230)
exchange-row (185, 503, 344, 516)
exchange-row (34, 503, 179, 516)
volena-subheadline: ΜΕΓΑΛΑΙ ΛΑΪΚΑΙ ΕΚΔΗΛΩΣΕΙΣ (1169, 214, 1523, 242)
exchange-from: Τοῖς μετρητοῖς (147, 265, 231, 278)
koritsa-dispatch-label: ΙΔΙΑΙΤΕΡΟΝ ΤΗΛΕΓΡΑΦΗΜΑ (1242, 492, 1450, 510)
koritsa-col-2-text: μεταβᾶσα εἰς τὸν Διοικητὴν ἐζήτησε σχετικὰς πληροφορίας. Ὁ λαὸς δηλοῖ ὅτι προτιμᾷ τὸν θάνατον ἢ τὴν ὑποδούλωσιν εἰς τὴν Ἀλβανίαν καὶ θὰ πολεμήσῃ μέχρις ἐσχάτων. (1351, 516, 1590, 595)
exchange-name: Πλοηγεῖα (36, 529, 90, 542)
pasic-text: ΒΙΕΝΝΗ, Τρίτη πρωΐα.— Τηλεγραφοῦσιν ἐκ Βελιγραδίου ὅτι ἀνεγνώσθη ἐν τῇ Σκουπτσίνᾳ δήλωσις τῆς κυβερνήσεως, δι' ἧς ὁ κ. Πάσιτς βεβαιοῖ ὅτι ἡ Σερβία θὰ μείνῃ ἀνένδοτος. (606, 687, 842, 782)
exchange-value: 150.50 (138, 451, 178, 464)
exchange-name: Ch. Thessal (187, 399, 252, 412)
koritsa-headline: ΑΝΑΣΤΑΤΟΣ Ο ΛΑΟΣ ΤΗΣ ΚΟΡΥΤΣΑΣ (1176, 426, 1516, 489)
russia-intervene-subhead: ΘΑ ΕΠΕΜΒΗ ΕΝΕΡΓΩΣ Η ΡΩΣΣΙΑ (629, 471, 819, 501)
epirus-col-1-text: ΛΟΝΔΙΝΟΝ, Τρίτη πρωΐα.— Ὁ «Ἡμερήσιος Χρονογράφος» δημοσιεύει τὴν πληροφορίαν ὅτι ἡ κυβέρνησις τῆς Ἠπείρου ἔλαβε τὴν ὁριστικὴν ἀπόφασιν νὰ ἀντιστῇ πάσῃ θυσίᾳ κατὰ πάσης ἀποπείρας παραχωρήσεως ἑλληνικῶν ἐδαφῶν εἰς τὴν Ἀλβανίαν. Ὁ «Ἡμερήσιος Χρονογράφος» ἐπιλέγει ὅτι οἱ Ἠπειρῶται εἶναι ἀποφασισμένοι νὰ ὑπερασπίσωσι τὴν ἐλευθερίαν των. (362, 904, 597, 1079)
press-col-3-wrap (848, 1262, 1086, 1637)
exchange-row (34, 594, 179, 607)
psychiatrist-ad (1102, 1244, 1341, 1387)
calendar-weekday: ΤΡΙΤΗ (98, 181, 154, 199)
